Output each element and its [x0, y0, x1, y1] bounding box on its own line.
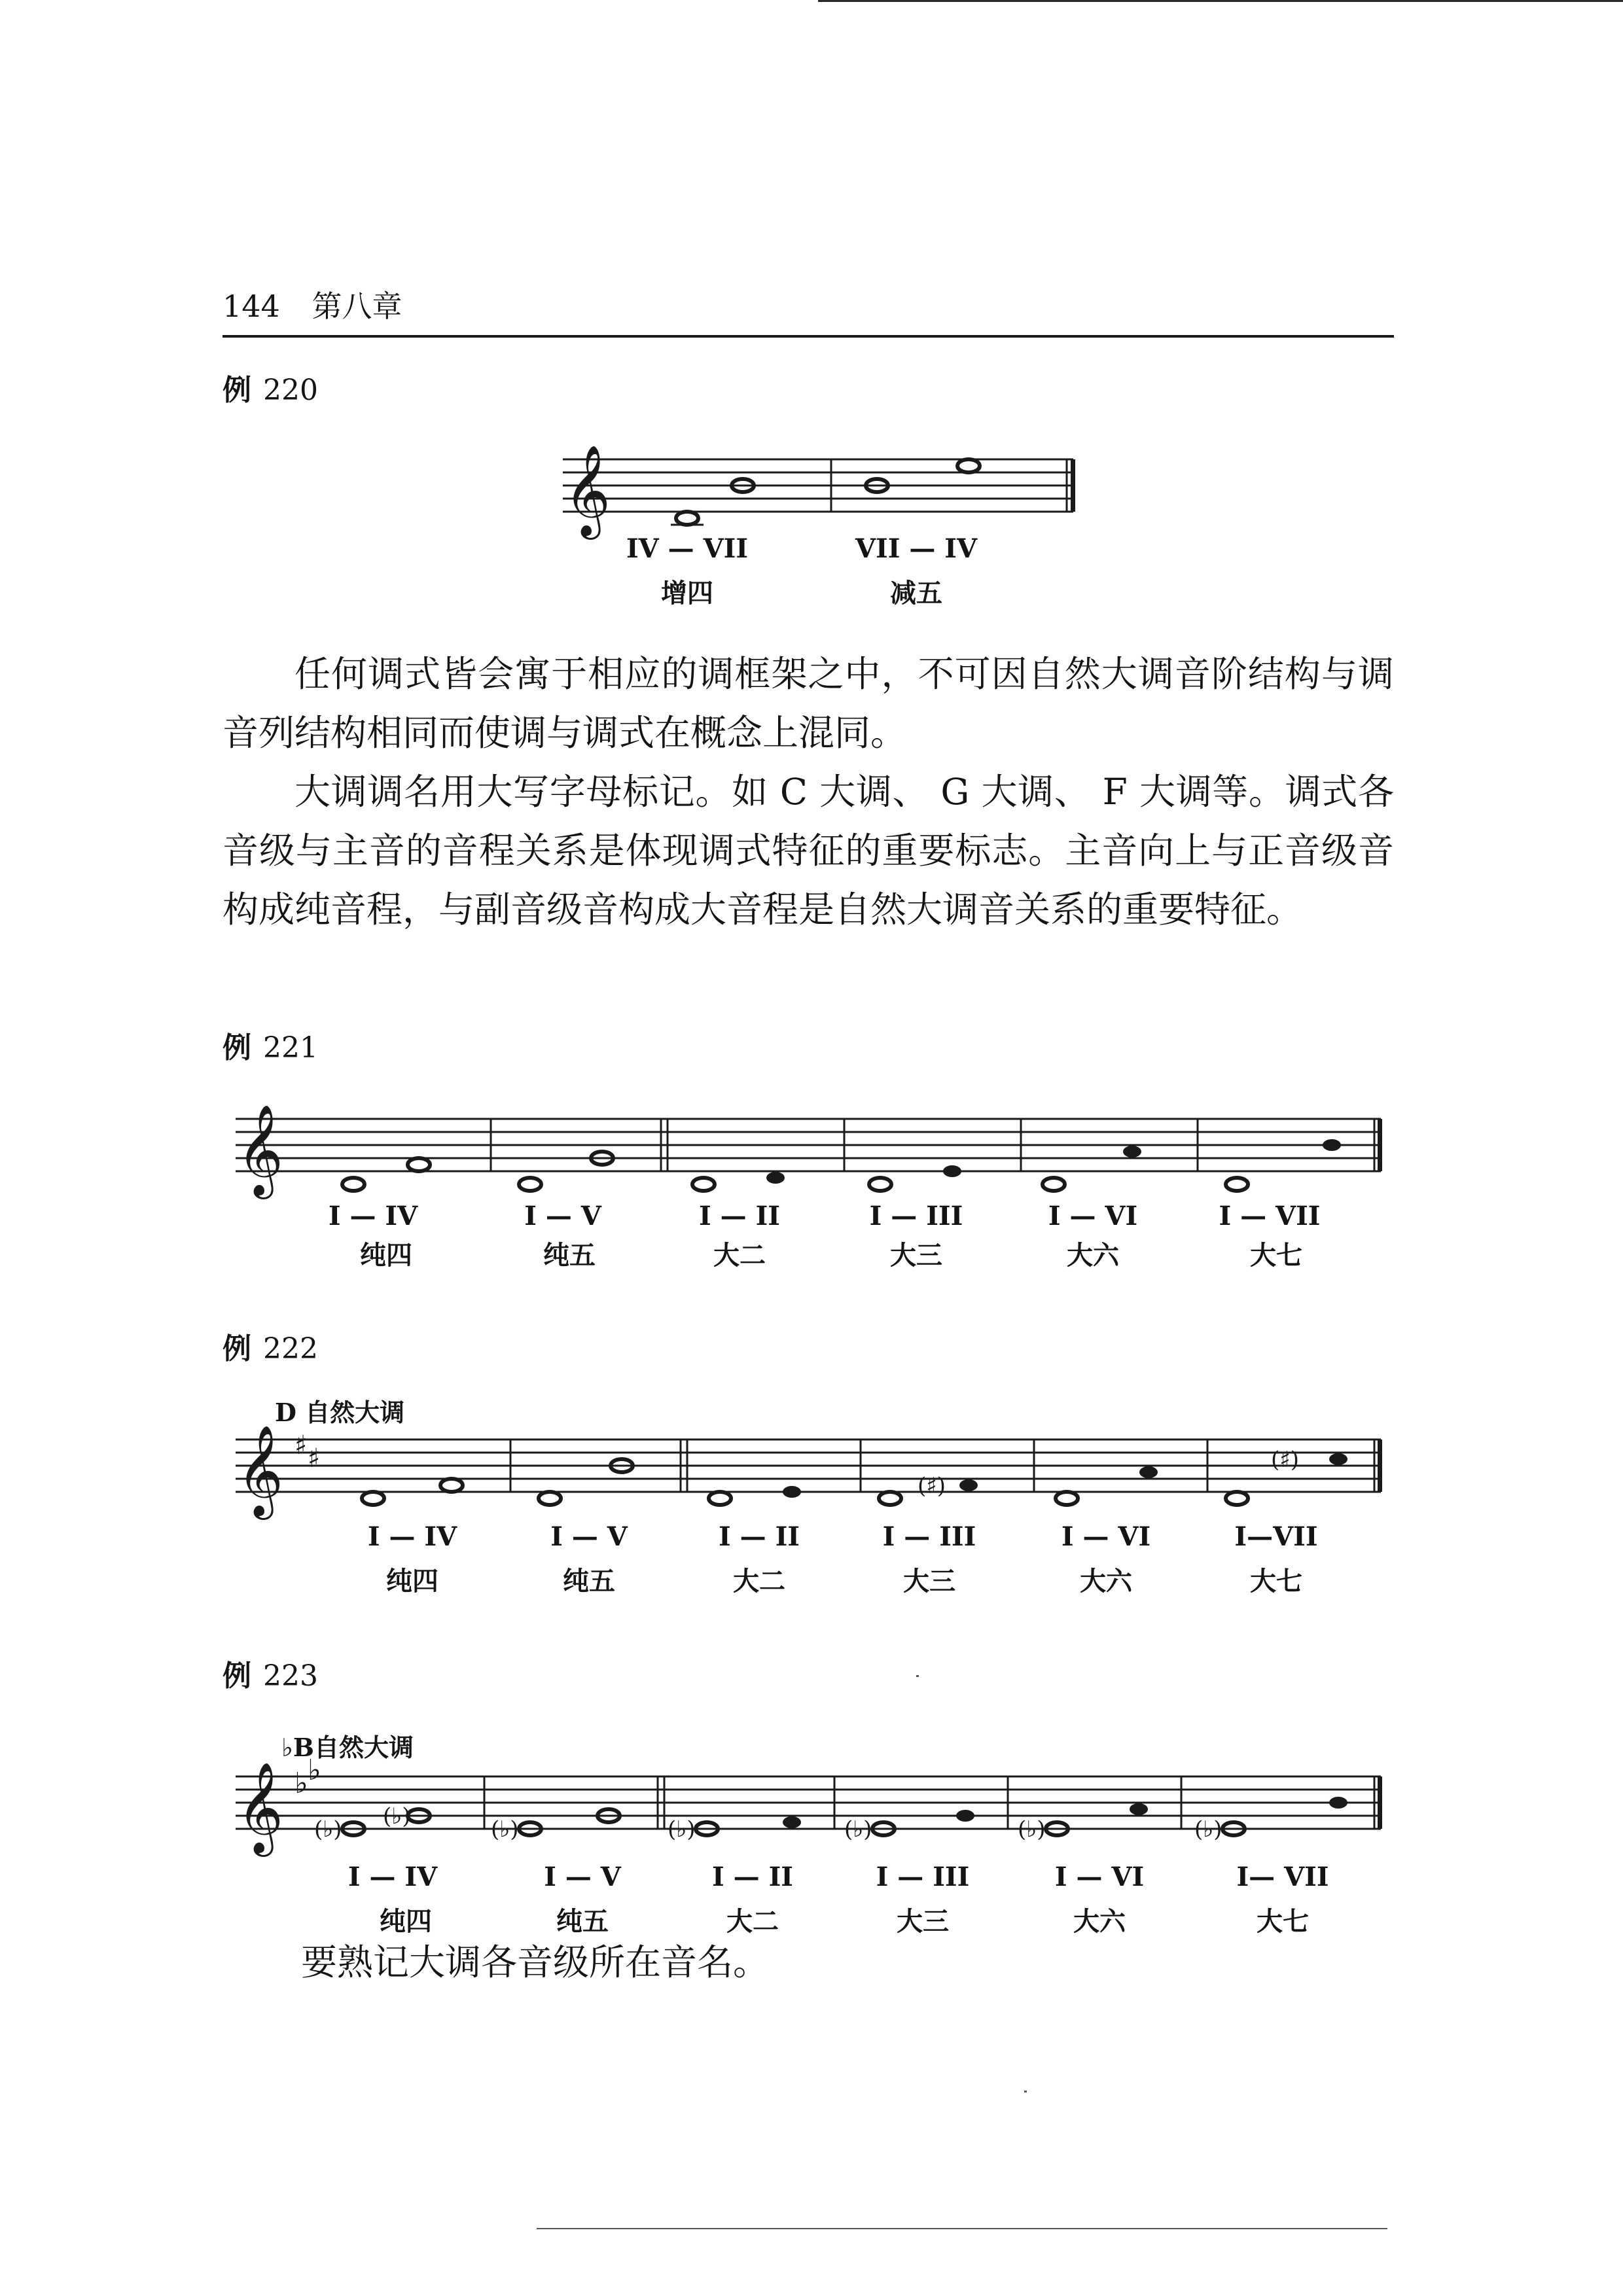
degree-label: I — III — [882, 1521, 976, 1552]
svg-text:𝄞: 𝄞 — [237, 1762, 283, 1853]
svg-text:♭: ♭ — [294, 1767, 308, 1800]
svg-text:(♭): (♭) — [668, 1816, 696, 1843]
interval-label: 大七 — [1257, 1906, 1309, 1937]
degree-label: I — VI — [1061, 1521, 1151, 1552]
key-signature-label: ♭B自然大调 — [281, 1733, 414, 1762]
interval-label: 大六 — [1073, 1906, 1126, 1937]
degree-label: I — V — [524, 1201, 601, 1231]
interval-label: 大六 — [1080, 1566, 1132, 1597]
interval-label: 减五 — [890, 578, 942, 609]
svg-text:(♭): (♭) — [1018, 1816, 1046, 1843]
interval-label: 大六 — [1067, 1240, 1119, 1271]
example-label: 例 223 — [223, 1659, 318, 1693]
svg-text:(♭): (♭) — [314, 1816, 342, 1843]
degree-label: I — V — [544, 1862, 621, 1892]
header-rule — [223, 335, 1394, 338]
svg-text:(♯): (♯) — [1271, 1447, 1299, 1473]
example-label: 例 221 — [223, 1031, 318, 1065]
interval-label: 大二 — [726, 1906, 779, 1937]
degree-label: VII — IV — [855, 533, 978, 564]
interval-label: 纯五 — [556, 1906, 609, 1937]
degree-label: I— VII — [1236, 1862, 1329, 1892]
svg-text:(♭): (♭) — [491, 1816, 519, 1843]
interval-label: 大三 — [897, 1906, 949, 1937]
svg-text:(♭): (♭) — [1194, 1816, 1222, 1843]
svg-text:𝄞: 𝄞 — [564, 445, 611, 536]
degree-label: I — II — [699, 1201, 780, 1231]
interval-label: 纯五 — [543, 1240, 596, 1271]
degree-label: I—VII — [1234, 1521, 1318, 1552]
interval-label: 大七 — [1250, 1240, 1302, 1271]
interval-label: 增四 — [661, 578, 713, 609]
degree-label: I — II — [712, 1862, 793, 1892]
degree-label: I — VI — [1048, 1201, 1138, 1231]
interval-label: 大三 — [903, 1566, 955, 1597]
degree-label: I — III — [869, 1201, 963, 1231]
paragraph: 任何调式皆会寓于相应的调框架之中，不可因自然大调音阶结构与调音列结构相同而使调与调式在概念上混同。 — [223, 653, 1394, 754]
page-number: 144 — [223, 289, 280, 324]
interval-label: 纯四 — [386, 1566, 438, 1597]
degree-label: I — VII — [1219, 1201, 1321, 1231]
interval-label: 纯五 — [563, 1566, 615, 1597]
interval-label: 纯四 — [360, 1240, 412, 1271]
example-label: 例 220 — [223, 374, 318, 407]
degree-label: I — V — [550, 1521, 628, 1552]
svg-text:(♭): (♭) — [383, 1803, 411, 1829]
degree-label: I — IV — [328, 1201, 418, 1231]
running-header — [223, 283, 402, 326]
svg-text:♯: ♯ — [294, 1430, 308, 1460]
svg-text:♭: ♭ — [308, 1754, 321, 1787]
degree-label: IV — VII — [626, 533, 749, 564]
chapter-title: 第八章 — [312, 289, 402, 324]
scan-speck — [1024, 2091, 1027, 2093]
scan-speck — [916, 1675, 919, 1677]
interval-label: 大七 — [1250, 1566, 1302, 1597]
svg-text:(♯): (♯) — [918, 1473, 946, 1499]
interval-label: 大二 — [733, 1566, 785, 1597]
svg-text:♯: ♯ — [308, 1443, 321, 1474]
degree-label: I — VI — [1054, 1862, 1145, 1892]
paragraph: 大调调名用大写字母标记。如 C 大调、 G 大调、 F 大调等。调式各音级与主音的音程关系是体现调式特征的重要标志。主音向上与正音级音构成纯音程，与副音级音构成大音程是自然大调音关系的重要特征。 — [223, 771, 1394, 930]
svg-text:𝄞: 𝄞 — [237, 1104, 283, 1195]
scan-edge-line — [818, 0, 1623, 2]
degree-label: I — II — [719, 1521, 800, 1552]
svg-text:𝄞: 𝄞 — [237, 1425, 283, 1516]
key-signature-label: D 自然大调 — [275, 1398, 405, 1427]
body-paragraphs — [223, 645, 1394, 939]
closing-sentence: 要熟记大调各音级所在音名。 — [301, 1941, 770, 1983]
interval-label: 大二 — [713, 1240, 766, 1271]
music-staff-222 — [223, 1407, 1394, 1538]
music-staff-223 — [223, 1744, 1394, 1875]
example-label: 例 222 — [223, 1332, 318, 1366]
scan-footer-line — [537, 2228, 1387, 2229]
degree-label: I — IV — [348, 1862, 438, 1892]
svg-text:(♭): (♭) — [844, 1816, 872, 1843]
degree-label: I — IV — [367, 1521, 457, 1552]
degree-label: I — III — [876, 1862, 970, 1892]
interval-label: 纯四 — [380, 1906, 432, 1937]
interval-label: 大三 — [890, 1240, 942, 1271]
